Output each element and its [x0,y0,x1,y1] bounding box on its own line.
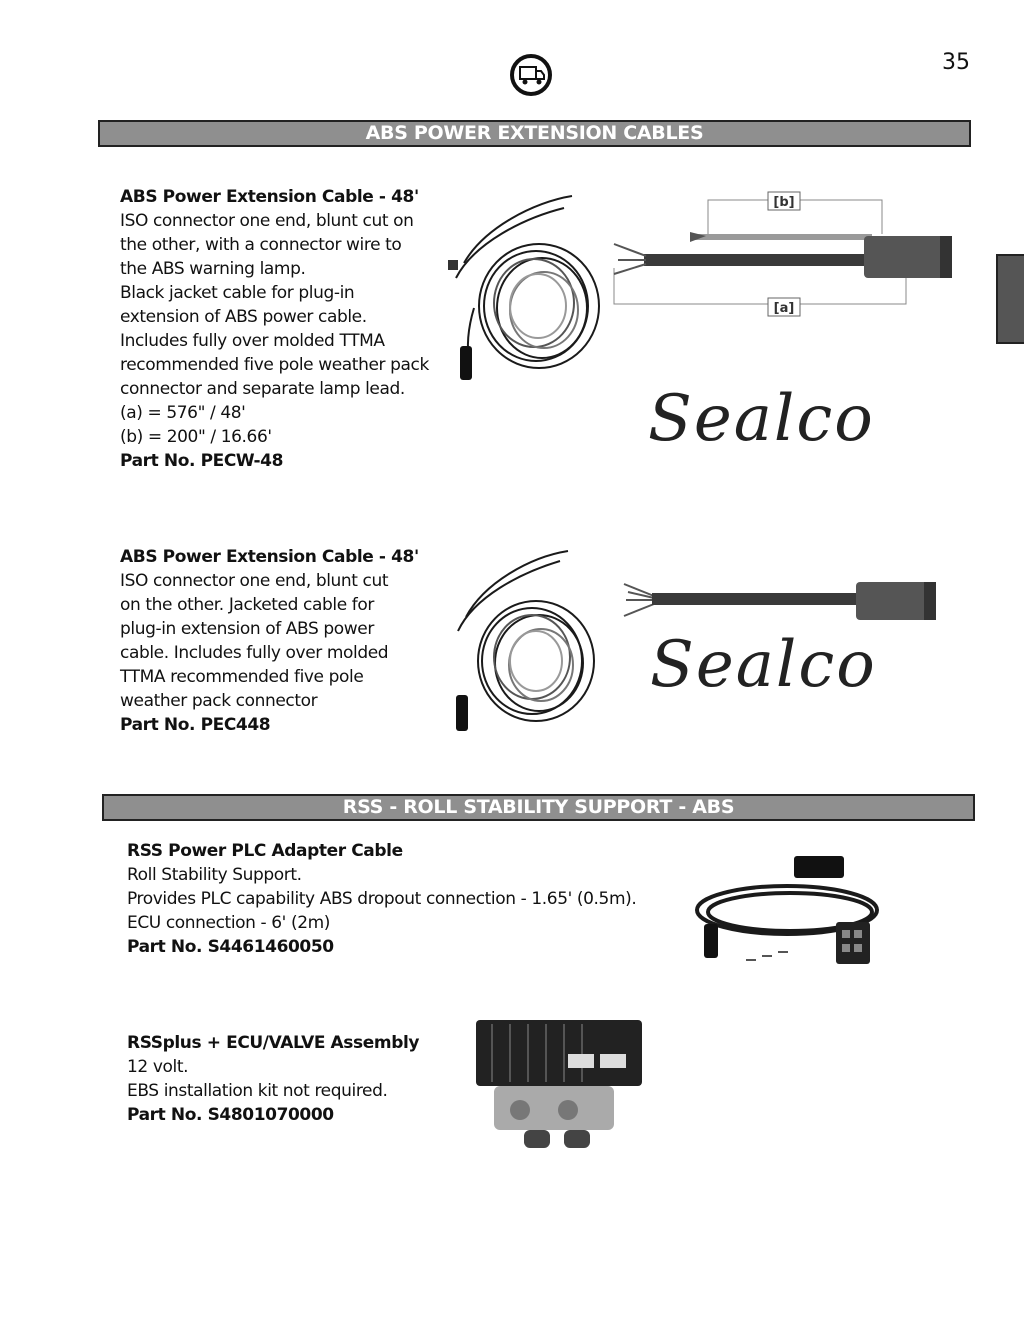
product-s4461460050 [127,839,687,959]
part-number: Part No. S4801070000 [127,1105,334,1125]
product-line: 12 volt. [127,1057,189,1077]
truck-icon [510,54,552,96]
diagram-label-a: [a] [773,301,795,316]
product-line: recommended five pole weather pack [120,355,429,375]
product-line: on the other. Jacketed cable for [120,595,374,615]
product-line: connector and separate lamp lead. [120,379,405,399]
part-number: Part No. PEC448 [120,715,271,735]
product-line: cable. Includes fully over molded [120,643,389,663]
side-tab [996,254,1024,344]
diagram-label-b: [b] [773,195,795,210]
product-line: extension of ABS power cable. [120,307,367,327]
coiled-cable-image [444,545,609,743]
sealco-logo: Sealco [650,628,877,702]
product-line: (a) = 576" / 48' [120,403,246,423]
page-number: 35 [942,50,970,75]
product-line: Includes fully over molded TTMA [120,331,385,351]
product-line: Black jacket cable for plug-in [120,283,355,303]
cable-connector-image [620,576,940,624]
product-s4801070000 [127,1031,467,1127]
cable-diagram [610,186,955,320]
product-pec448 [120,545,440,737]
product-line: weather pack connector [120,691,318,711]
product-line: ISO connector one end, blunt cut on [120,211,414,231]
coiled-cable-image [444,188,614,388]
product-line: TTMA recommended five pole [120,667,364,687]
product-line: the other, with a connector wire to [120,235,402,255]
sealco-logo: Sealco [648,382,875,456]
product-line: (b) = 200" / 16.66' [120,427,272,447]
section-header-rss: RSS - ROLL STABILITY SUPPORT - ABS [102,794,975,821]
product-line: the ABS warning lamp. [120,259,306,279]
product-title: RSSplus + ECU/VALVE Assembly [127,1033,420,1053]
part-number: Part No. S4461460050 [127,937,334,957]
product-line: EBS installation kit not required. [127,1081,388,1101]
product-pecw-48 [120,185,450,473]
product-line: ECU connection - 6' (2m) [127,913,330,933]
product-line: plug-in extension of ABS power [120,619,374,639]
adapter-cable-image [692,852,887,974]
section-header-abs-power: ABS POWER EXTENSION CABLES [98,120,971,147]
part-number: Part No. PECW-48 [120,451,284,471]
product-title: ABS Power Extension Cable - 48' [120,187,419,207]
ecu-valve-assembly-image [472,1014,646,1150]
product-title: ABS Power Extension Cable - 48' [120,547,419,567]
product-title: RSS Power PLC Adapter Cable [127,841,403,861]
product-line: Roll Stability Support. [127,865,302,885]
product-line: ISO connector one end, blunt cut [120,571,389,591]
product-line: Provides PLC capability ABS dropout connection - 1.65' (0.5m). [127,889,637,909]
